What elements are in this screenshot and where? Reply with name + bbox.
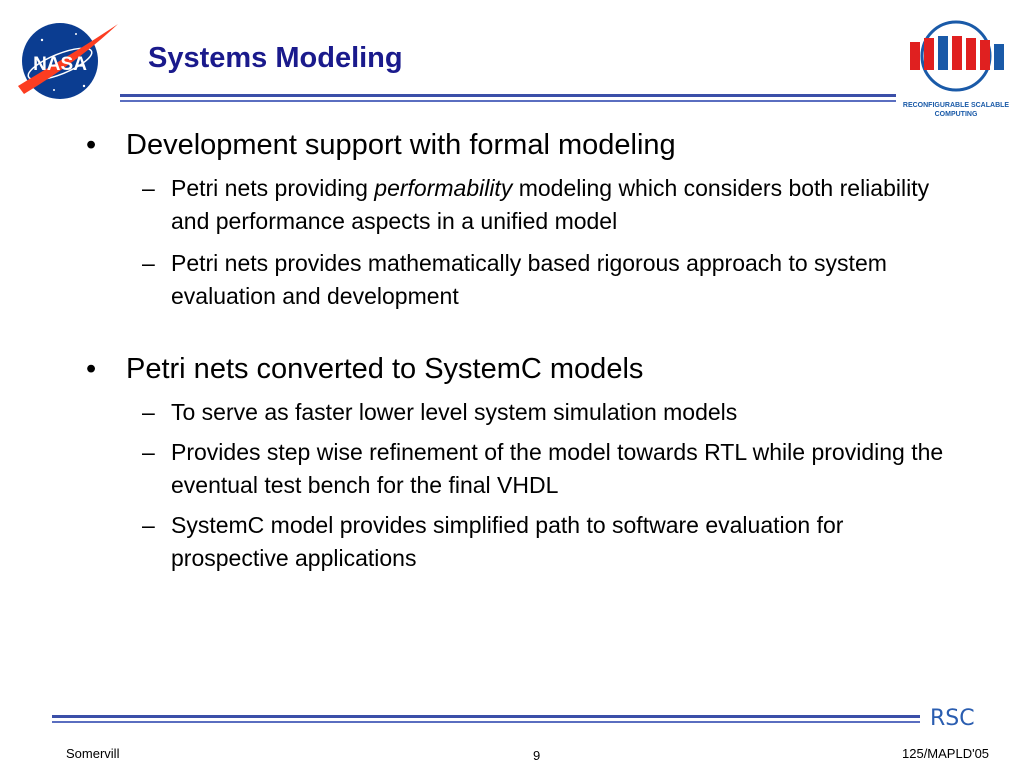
sub-bullet-2-2-text: Provides step wise refinement of the model towards RTL while providing the eventual test bench for the final VHDL [171,439,944,498]
bullet-2-text: Petri nets converted to SystemC models [126,353,644,385]
rsc-logo-line1: RECONFIGURABLE SCALABLE [902,102,1010,109]
dash-marker: – [142,250,155,276]
sub-bullet-1-2-text: Petri nets provides mathematically based rigorous approach to system evaluation and development [171,250,887,309]
rsc-logo-line2: COMPUTING [934,111,978,118]
sub-bullet-2-2 [86,436,966,502]
slide-title: Systems Modeling [148,42,403,74]
footer-rule-bottom [52,721,920,723]
dash-marker: – [142,175,155,201]
bullet-marker: • [86,129,97,161]
sub-bullet-1-1 [86,172,966,238]
footer-rule-top [52,715,920,718]
bullet-1-text: Development support with formal modeling [126,129,676,161]
header-rule-top [120,94,896,97]
sub-bullet-2-3-text: SystemC model provides simplified path to software evaluation for prospective applications [171,512,844,571]
rsc-logo-icon [900,14,1012,96]
sub-bullet-1-1-post: modeling which considers both reliability and performance aspects in a unified model [171,175,930,234]
rsc-footer-logo: RSC [930,706,975,731]
slide-body [86,128,966,575]
bullet-2 [86,352,966,386]
sub-bullet-2-1-text: To serve as faster lower level system simulation models [171,399,738,425]
nasa-logo-text: NASA [33,54,87,75]
dash-marker: – [142,439,155,465]
footer-event: 125/MAPLD'05 [902,746,990,761]
footer-author: Somervill [66,746,120,761]
sub-bullet-1-1-pre: Petri nets providing [171,175,375,201]
footer-page-number: 9 [533,748,541,763]
sub-bullet-1-1-emphasis: performability [374,175,513,201]
nasa-meatball-icon [14,14,120,106]
nasa-logo [14,14,120,106]
rsc-logo [900,14,1012,120]
bullet-marker: • [86,353,97,385]
dash-marker: – [142,399,155,425]
dash-marker: – [142,512,155,538]
bullet-1 [86,128,966,162]
sub-bullet-1-2 [86,247,966,313]
sub-bullet-2-1 [86,396,966,429]
header-rule-bottom [120,100,896,102]
sub-bullet-2-3 [86,509,966,575]
